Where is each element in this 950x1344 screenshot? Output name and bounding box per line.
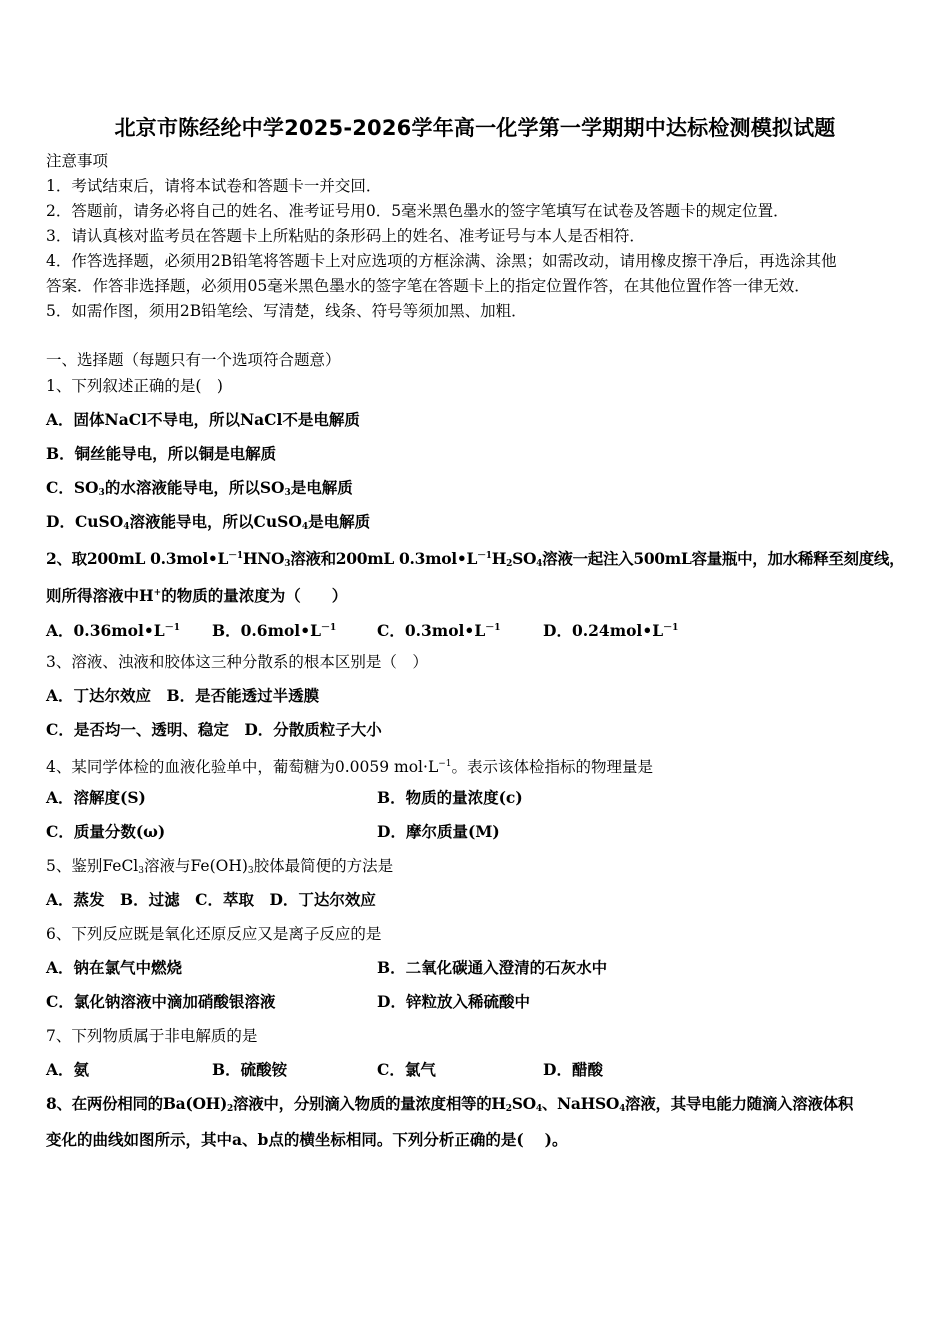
question-2-option-d: D．$0.24mol•L^{-1}$ [543,621,679,640]
question-4-option-b: B．物质的量浓度(c) [377,788,523,807]
notice-item: 2．答题前，请务必将自己的姓名、准考证号用0．5毫米黑色墨水的签字笔填写在试卷及答题卡的规定位置． [46,202,789,220]
question-1-option-a: A．固体NaCl不导电，所以NaCl不是电解质 [46,410,360,429]
question-7-option-b: B．硫酸铵 [212,1060,288,1079]
question-6-option-b: B．二氧化碳通入澄清的石灰水中 [377,958,608,977]
question-5-options: A．蒸发 B．过滤 C．萃取 D．丁达尔效应 [46,890,376,909]
section-heading: 一、选择题（每题只有一个选项符合题意） [46,351,341,369]
question-6-option-c: C．氯化钠溶液中滴加硝酸银溶液 [46,992,276,1011]
question-7-option-d: D．醋酸 [543,1060,603,1079]
notice-item: 1．考试结束后，请将本试卷和答题卡一并交回． [46,177,382,195]
question-6-option-a: A．钠在氯气中燃烧 [46,958,183,977]
question-7-stem: 7、下列物质属于非电解质的是 [46,1027,258,1045]
question-3-stem: 3、溶液、浊液和胶体这三种分散系的根本区别是（ ） [46,653,428,671]
notice-item: 4．作答选择题，必须用2B铅笔将答题卡上对应选项的方框涂满、涂黑；如需改动，请用橡皮擦干净后，再选涂其他 [46,252,837,270]
page-title: 北京市陈经纶中学2025-2026学年高一化学第一学期期中达标检测模拟试题 [114,116,836,140]
question-6-option-d: D．锌粒放入稀硫酸中 [377,992,530,1011]
notice-item: 3．请认真核对监考员在答题卡上所粘贴的条形码上的姓名、准考证号与本人是否相符． [46,227,645,245]
question-2-option-c: C．$0.3mol•L^{-1}$ [377,621,501,640]
notice-item: 答案．作答非选择题，必须用05毫米黑色墨水的签字笔在答题卡上的指定位置作答，在其他位置作答一律无效． [46,277,810,295]
question-7-option-a: A．氨 [46,1060,90,1079]
question-8-stem: 8、在两份相同的$Ba(OH)_2$溶液中，分别滴入物质的量浓度相等的$H_2SO_4$、NaHSO$_4$溶液，其导电能力随滴入溶液体积 [46,1094,854,1114]
notice-item: 5．如需作图，须用2B铅笔绘、写清楚，线条、符号等须加黑、加粗． [46,302,527,320]
question-3-options-cd: C．是否均一、透明、稳定 D．分散质粒子大小 [46,720,382,739]
question-1-option-c: C．$SO_3$的水溶液能导电，所以$SO_3$是电解质 [46,478,353,498]
question-2-option-a: A．$0.36mol•L^{-1}$ [46,621,180,640]
notice-heading: 注意事项 [46,152,109,170]
question-2-stem-continued: 则所得溶液中H+的物质的量浓度为（ ） [46,586,348,605]
question-2-option-b: B．$0.6mol•L^{-1}$ [212,621,337,640]
question-6-stem: 6、下列反应既是氧化还原反应又是离子反应的是 [46,925,382,943]
question-4-stem: 4、某同学体检的血液化验单中，葡萄糖为0.0059 $mol\cdot L^{-1}$。表示该体检指标的物理量是 [46,758,654,776]
question-4-option-c: C．质量分数(ω) [46,822,166,841]
question-3-options-ab: A．丁达尔效应 B．是否能透过半透膜 [46,686,320,705]
question-1-option-d: D．CuSO$_4$溶液能导电，所以CuSO$_4$是电解质 [46,512,371,532]
question-1-stem: 1、下列叙述正确的是( ) [46,377,223,395]
question-7-option-c: C．氯气 [377,1060,436,1079]
question-1-option-b: B．铜丝能导电，所以铜是电解质 [46,444,277,463]
question-4-option-d: D．摩尔质量(M) [377,822,500,841]
question-5-stem: 5、鉴别FeCl$_3$溶液与$Fe(OH)_3$胶体最简便的方法是 [46,857,394,876]
question-8-stem-continued: 变化的曲线如图所示，其中a、b点的横坐标相同。下列分析正确的是( )。 [46,1130,568,1149]
question-4-option-a: A．溶解度(S) [46,788,146,807]
question-2-stem: 2、取200mL $0.3mol•L^{-1}HNO_3$溶液和200mL $0.3mol•L^{-1}H_2SO_4$溶液一起注入500mL容量瓶中，加水稀释至刻度线， [46,549,905,569]
